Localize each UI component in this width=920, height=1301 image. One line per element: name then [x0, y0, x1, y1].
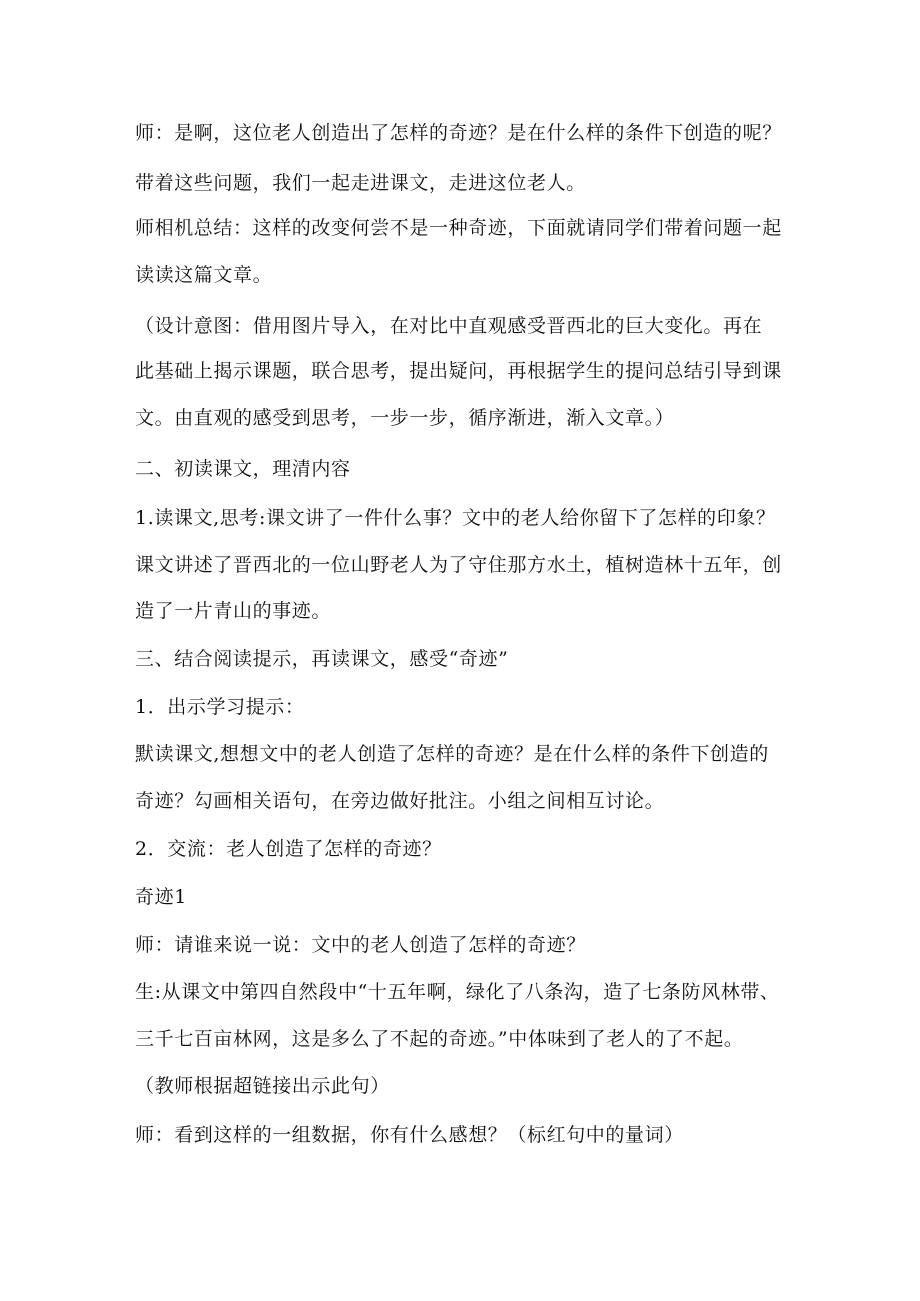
text-line-teacher-question: 师：是啊，这位老人创造出了怎样的奇迹？是在什么样的条件下创造的呢？	[135, 122, 782, 144]
section-heading-first-read: 二、初读课文，理清内容	[135, 458, 351, 480]
subheading-miracle-1: 奇迹1	[135, 886, 187, 908]
text-line-silent-read-2: 奇迹？勾画相关语句，在旁边做好批注。小组之间相互讨论。	[135, 790, 665, 812]
text-line-hyperlink-note: （教师根据超链接出示此句）	[135, 1075, 390, 1097]
text-line-design-intent-2: 此基础上揭示课题，联合思考，提出疑问，再根据学生的提问总结引导到课	[135, 360, 782, 382]
text-line-student-answer-1: 生:从课文中第四自然段中“十五年啊，绿化了八条沟，造了七条防风林带、	[135, 981, 780, 1003]
text-line-teacher-ask: 师：请谁来说一说：文中的老人创造了怎样的奇迹？	[135, 934, 586, 956]
text-line-read-article: 读读这篇文章。	[135, 264, 273, 286]
text-line-student-answer-2: 三千七百亩林网，这是多么了不起的奇迹。”中体味到了老人的了不起。	[135, 1028, 744, 1050]
text-line-design-intent-3: 文。由直观的感受到思考，一步一步，循序渐进，渐入文章。）	[135, 407, 675, 429]
text-line-answer-1: 课文讲述了晋西北的一位山野老人为了守住那方水土，植树造林十五年，创	[135, 554, 782, 576]
text-line-design-intent-1: （设计意图：借用图片导入，在对比中直观感受晋西北的巨大变化。再在	[135, 315, 763, 337]
text-line-study-tips: 1．出示学习提示：	[135, 696, 305, 718]
text-line-enter-text: 带着这些问题，我们一起走进课文，走进这位老人。	[135, 172, 586, 194]
text-line-exchange: 2．交流：老人创造了怎样的奇迹？	[135, 838, 442, 860]
section-heading-reread: 三、结合阅读提示，再读课文，感受“奇迹”	[135, 648, 509, 670]
text-line-answer-2: 造了一片青山的事迹。	[135, 600, 332, 622]
text-line-question-1: 1.读课文,思考:课文讲了一件什么事？文中的老人给你留下了怎样的印象？	[135, 507, 776, 529]
text-line-teacher-data: 师：看到这样的一组数据，你有什么感想？（标红句中的量词）	[135, 1124, 684, 1146]
text-line-summary: 师相机总结：这样的改变何尝不是一种奇迹，下面就请同学们带着问题一起	[135, 217, 782, 239]
text-line-silent-read-1: 默读课文,想想文中的老人创造了怎样的奇迹？是在什么样的条件下创造的	[135, 743, 769, 765]
